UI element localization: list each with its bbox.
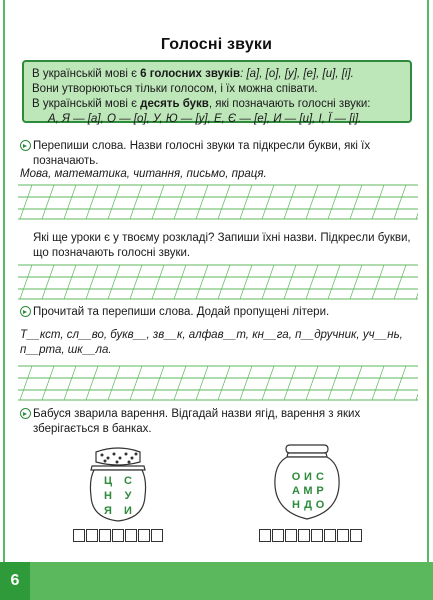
jar-1-letter: Я	[104, 505, 112, 517]
task-3-words-line-2: п__рта, шк__ла.	[20, 344, 112, 356]
writing-lines-3[interactable]	[18, 364, 418, 402]
writing-lines-1[interactable]	[18, 183, 418, 221]
task-1-words: Мова, математика, читання, письмо, праця.	[20, 168, 267, 180]
rule-line-3-bold: десять букв	[140, 98, 209, 110]
jar-1-letter: С	[124, 475, 132, 487]
task-bullet-icon	[20, 140, 31, 151]
writing-lines-2[interactable]	[18, 263, 418, 301]
jar-2-letter: И	[304, 471, 312, 483]
jar-1-letter: Н	[104, 490, 112, 502]
task-1-text: Перепиши слова. Назви голосні звуки та підкресли букви, які їх позначають.	[33, 140, 371, 167]
task-3-text: Прочитай та перепиши слова. Додай пропущені літери.	[33, 306, 330, 318]
jar-2-letter: Р	[316, 485, 324, 497]
task-bullet-icon	[20, 306, 31, 317]
page-footer	[0, 562, 433, 600]
rule-line-3-start: В українській мові є	[32, 98, 141, 110]
jar-icon-1	[88, 446, 148, 524]
task-3-words-line-1: Т__кст, сл__во, букв__, зв__к, алфав__т, кн__га, п__дручник, уч__нь,	[20, 329, 403, 341]
jar-2-letter: Н	[292, 499, 300, 511]
answer-cell[interactable]	[151, 529, 163, 542]
answer-cell[interactable]	[311, 529, 323, 542]
task-2-text: Які ще уроки є у твоєму розкладі? Запиши їхні назви. Підкресли букви, що позначають голосні звуки.	[33, 232, 411, 259]
page-title: Голосні звуки	[160, 36, 273, 53]
answer-cell[interactable]	[272, 529, 284, 542]
rule-line-1-end: : [а], [о], [у], [е], [и], [і].	[240, 68, 354, 80]
answer-cell[interactable]	[324, 529, 336, 542]
rule-line-3	[32, 97, 402, 112]
answer-cell[interactable]	[138, 529, 150, 542]
task-3-words	[20, 328, 418, 358]
page-number: 6	[0, 562, 30, 600]
task-4-text: Бабуся зварила варення. Відгадай назви ягід, варення з яких зберігається в банках.	[33, 408, 361, 435]
jar-1-letter: И	[124, 505, 132, 517]
answer-cell[interactable]	[125, 529, 137, 542]
rule-line-2: Вони утворюються тільки голосом, і їх можна співати.	[32, 83, 318, 95]
rule-box	[22, 60, 412, 123]
answer-cell[interactable]	[285, 529, 297, 542]
jar-2-letter: М	[303, 485, 313, 497]
task-4	[20, 407, 418, 437]
answer-cell[interactable]	[259, 529, 271, 542]
jar-2-letter: О	[315, 499, 325, 511]
jar-2-letter: С	[316, 471, 324, 483]
jar-2-letter: Д	[304, 499, 312, 511]
jar-icon-2	[272, 441, 342, 523]
jar-2-letter: А	[292, 485, 300, 497]
rule-line-1-bold: 6 голосних звуків	[140, 68, 241, 80]
rule-vowel-letters: А, Я — [а], О — [о], У, Ю — [у], Е, Є — [е], И — [и], І, Ї — [і].	[48, 113, 362, 125]
rule-line-1-start: В українській мові є	[32, 68, 141, 80]
answer-cell[interactable]	[298, 529, 310, 542]
rule-line-3-end: , які позначають голосні звуки:	[208, 98, 371, 110]
answer-cell[interactable]	[86, 529, 98, 542]
jar-1-letter: У	[124, 490, 132, 502]
answer-cell[interactable]	[337, 529, 349, 542]
task-bullet-icon	[20, 408, 31, 419]
answer-cell[interactable]	[112, 529, 124, 542]
task-1	[20, 139, 418, 169]
answer-cell[interactable]	[99, 529, 111, 542]
task-3	[20, 305, 418, 320]
jar-2-letter: О	[291, 471, 301, 483]
jar-1-letter: Ц	[103, 475, 113, 487]
answer-cell[interactable]	[73, 529, 85, 542]
rule-line-1	[32, 67, 402, 82]
answer-cell[interactable]	[350, 529, 362, 542]
task-2	[20, 231, 418, 261]
